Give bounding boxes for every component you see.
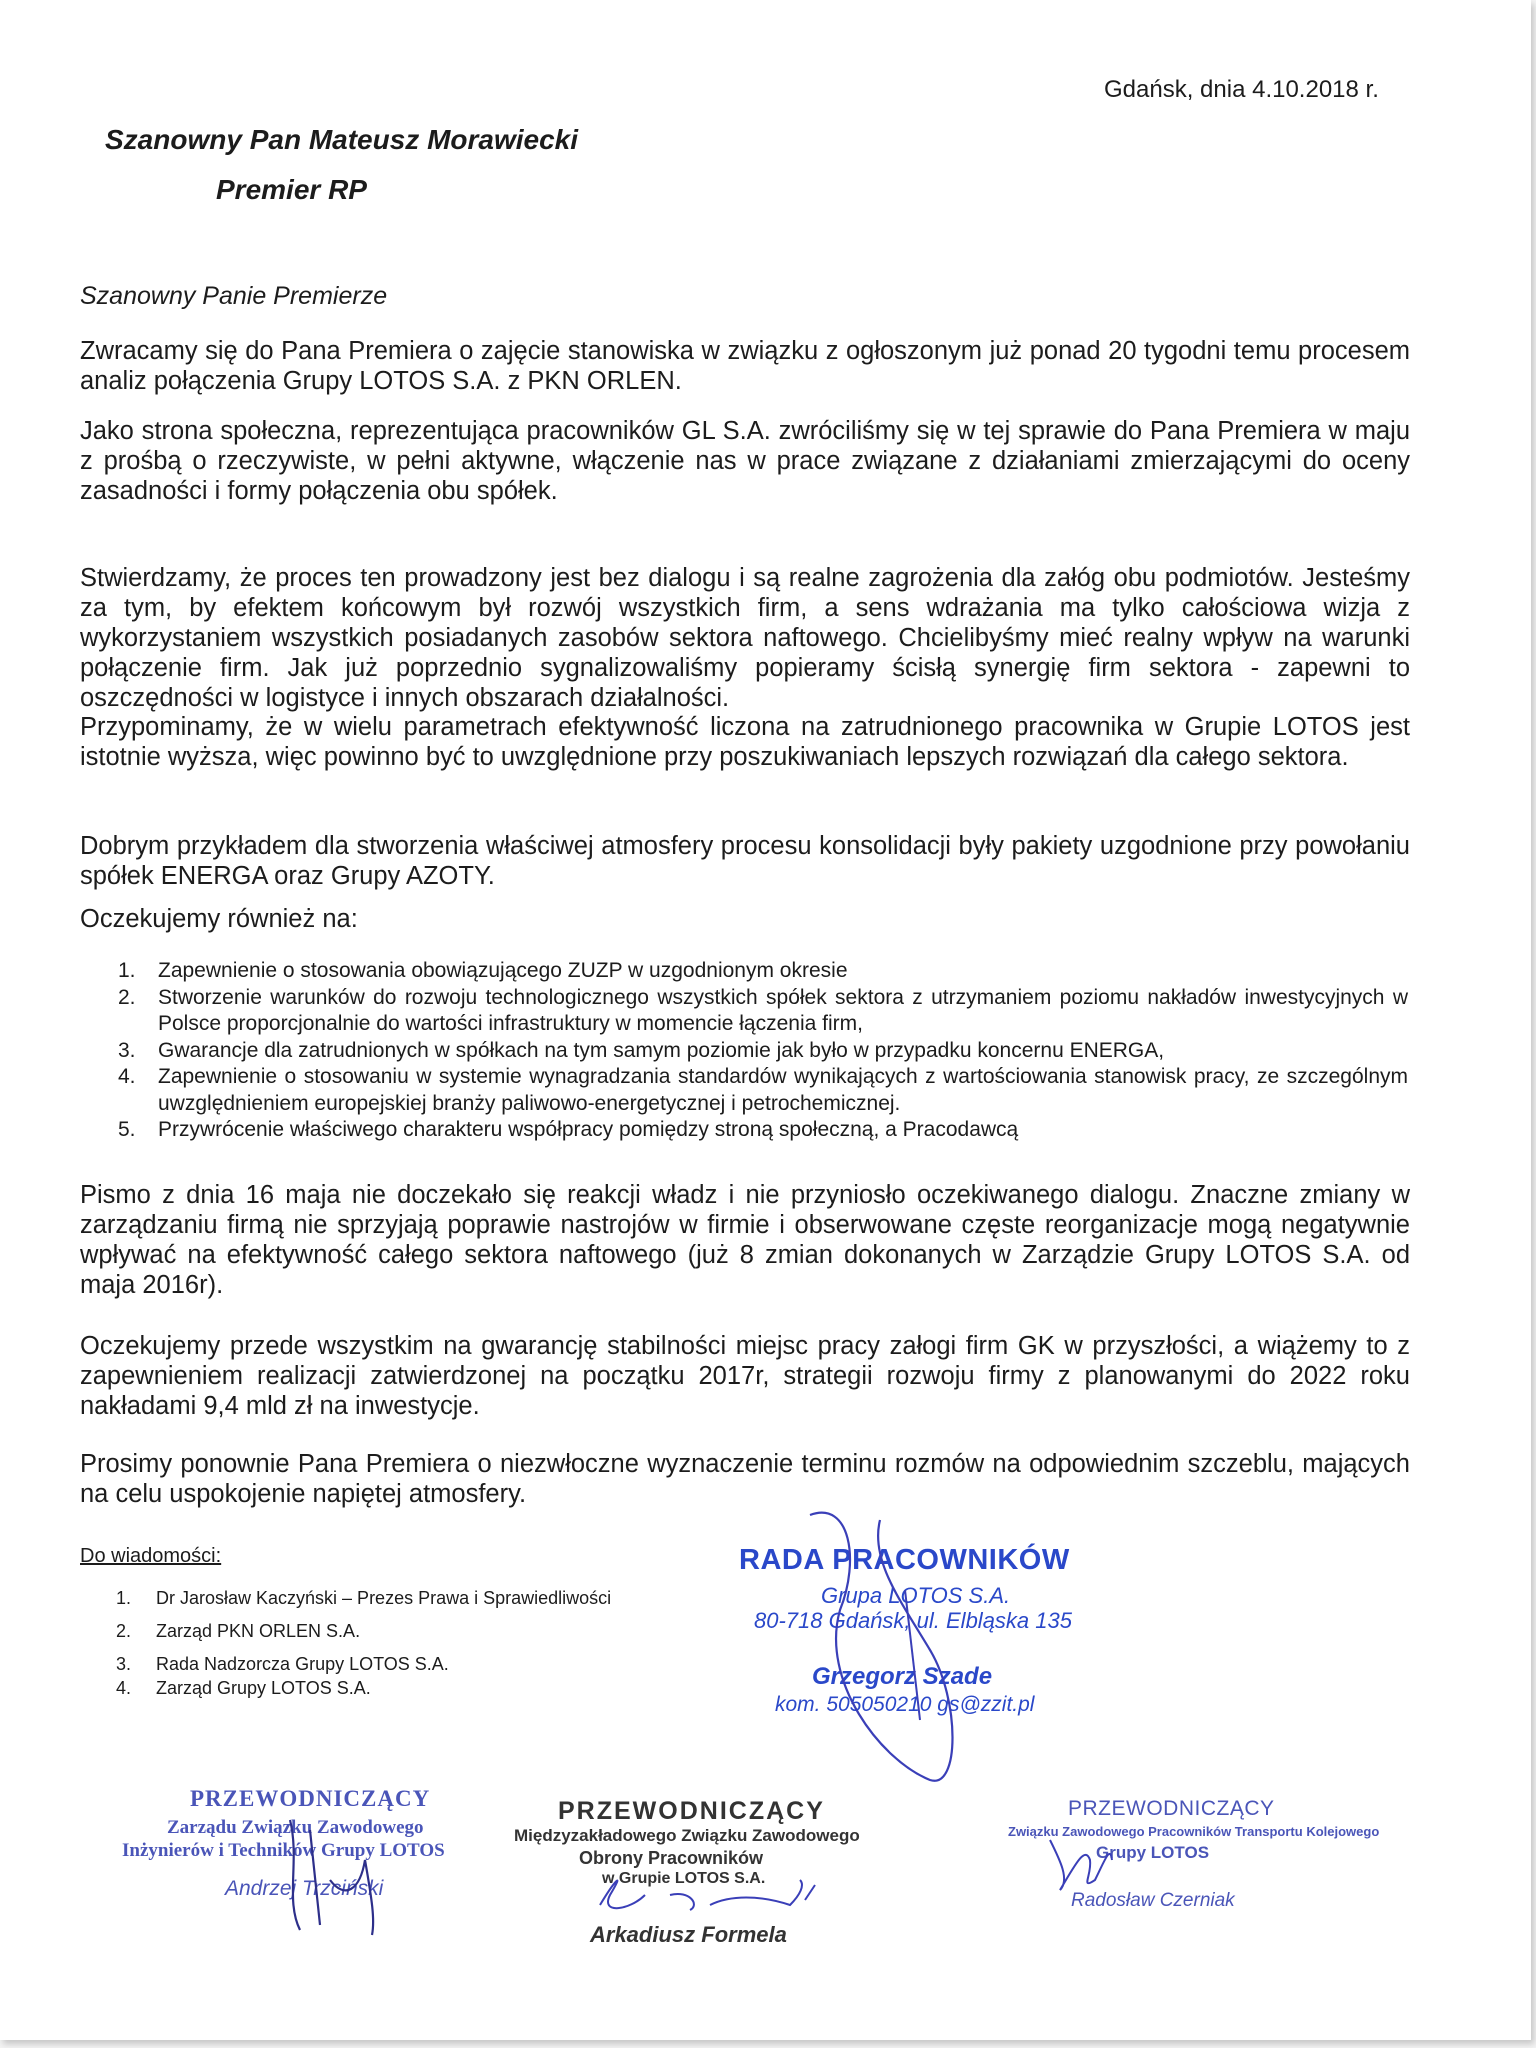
cc-number: 4. — [116, 1678, 132, 1698]
closing-paragraph-2: Oczekujemy przede wszystkim na gwarancję stabilności miejsc pracy załogi firm GK w przyszłości, a wiążemy to z zapewnieniem realizacji zatwierdzonej na początku 2017r, strategii rozwoju firmy z planowanymi do 2022 roku nakładami 9,4 mld zł na inwestycje. — [80, 1332, 1410, 1420]
demand-item — [118, 985, 1408, 1038]
addressee-name: Szanowny Pan Mateusz Morawiecki — [105, 124, 579, 155]
cc-text: Zarząd PKN ORLEN S.A. — [156, 1621, 361, 1641]
cc-text: Rada Nadzorcza Grupy LOTOS S.A. — [156, 1654, 449, 1674]
demand-item — [118, 1117, 1408, 1144]
defence-stamp-line2: Obrony Pracowników — [579, 1848, 764, 1868]
defence-stamp-title: PRZEWODNICZĄCY — [558, 1797, 825, 1825]
demand-text: Przywrócenie właściwego charakteru współpracy pomiędzy stroną społeczną, a Pracodawcą — [158, 1118, 1019, 1141]
demand-text: Zapewnienie o stosowania obowiązującego ZUZP w uzgodnionym okresie — [158, 959, 848, 982]
paragraph-5: Dobrym przykładem dla stworzenia właściwej atmosfery procesu konsolidacji były pakiety uzgodnione przy powołaniu spółek ENERGA oraz Grupy AZOTY. — [80, 832, 1410, 890]
rada-stamp-name: Grzegorz Szade — [812, 1663, 993, 1690]
demand-text: Zapewnienie o stosowaniu w systemie wynagradzania standardów wynikających z wartościowania stanowisk pracy, ze szczególnym uwzględnieniem europejskiej branży paliwowo-energetycznej i petrochemicznej. — [158, 1065, 1408, 1115]
salutation: Szanowny Panie Premierze — [80, 282, 388, 310]
cc-item — [116, 1654, 611, 1678]
demand-number: 5. — [118, 1118, 136, 1141]
cc-number: 3. — [116, 1654, 132, 1674]
rail-stamp-name: Radosław Czerniak — [1071, 1890, 1235, 1911]
cc-item — [116, 1588, 611, 1621]
demand-text: Gwarancje dla zatrudnionych w spółkach na tym samym poziomie jak było w przypadku koncernu ENERGA, — [158, 1038, 1165, 1062]
rada-stamp-contact: kom. 505050210 gs@zzit.pl — [775, 1693, 1035, 1716]
demand-number: 1. — [118, 959, 136, 982]
rada-stamp-address: 80-718 Gdańsk, ul. Elbląska 135 — [754, 1608, 1072, 1633]
rada-stamp-company: Grupa LOTOS S.A. — [821, 1583, 1011, 1608]
demands-list — [118, 958, 1408, 1144]
engineers-stamp-title: PRZEWODNICZĄCY — [190, 1786, 431, 1811]
cc-heading: Do wiadomości: — [80, 1545, 222, 1567]
cc-item — [116, 1678, 611, 1711]
addressee-title: Premier RP — [216, 174, 367, 205]
demands-intro: Oczekujemy również na: — [80, 905, 358, 933]
closing-paragraph-3: Prosimy ponownie Pana Premiera o niezwłoczne wyznaczenie terminu rozmów na odpowiednim szczeblu, mających na celu uspokojenie napiętej atmosfery. — [80, 1450, 1410, 1508]
engineers-stamp-line1: Zarządu Związku Zawodowego — [167, 1817, 424, 1838]
paragraph-2: Jako strona społeczna, reprezentująca pracowników GL S.A. zwróciliśmy się w tej sprawie do Pana Premiera w maju z prośbą o rzeczywiste, w pełni aktywne, włączenie nas w prace związane z działaniami zmierzającymi do oceny zasadności i formy połączenia obu spółek. — [80, 417, 1410, 505]
cc-text: Zarząd Grupy LOTOS S.A. — [156, 1678, 371, 1698]
engineers-stamp-name: Andrzej Trzciński — [225, 1877, 384, 1900]
cc-list — [116, 1588, 611, 1711]
letter-date: Gdańsk, dnia 4.10.2018 r. — [1104, 76, 1379, 103]
cc-item — [116, 1621, 611, 1654]
closing-paragraph-1: Pismo z dnia 16 maja nie doczekało się reakcji władz i nie przyniosło oczekiwanego dialogu. Znaczne zmiany w zarządzaniu firmą nie sprzyjają poprawie nastrojów w firmie i obserwowane częste reorganizacje mogą negatywnie wpływać na efektywność całego sektora naftowego (już 8 zmian dokonanych w Zarządzie Grupy LOTOS S.A. od maja 2016r). — [80, 1181, 1410, 1299]
demand-number: 3. — [118, 1038, 136, 1062]
demand-item — [118, 1064, 1408, 1117]
cc-number: 2. — [116, 1621, 132, 1641]
rail-stamp-title: PRZEWODNICZĄCY — [1068, 1797, 1275, 1820]
defence-stamp-line3: w Grupie LOTOS S.A. — [602, 1870, 766, 1887]
cc-text: Dr Jarosław Kaczyński – Prezes Prawa i Sprawiedliwości — [156, 1588, 612, 1608]
rail-stamp-line1: Związku Zawodowego Pracowników Transportu Kolejowego — [1008, 1824, 1380, 1839]
rada-stamp-title: RADA PRACOWNIKÓW — [739, 1544, 1070, 1576]
cc-number: 1. — [116, 1588, 132, 1608]
defence-stamp-line1: Międzyzakładowego Związku Zawodowego — [514, 1826, 860, 1845]
rail-stamp-line2: Grupy LOTOS — [1096, 1843, 1210, 1862]
demand-item — [118, 1038, 1408, 1065]
engineers-stamp-line2: Inżynierów i Techników Grupy LOTOS — [122, 1840, 445, 1861]
defence-stamp-name: Arkadiusz Formela — [590, 1922, 787, 1947]
paragraph-4: Przypominamy, że w wielu parametrach efektywność liczona na zatrudnionego pracownika w Grupie LOTOS jest istotnie wyższa, więc powinno być to uwzględnione przy poszukiwaniach lepszych rozwiązań dla całego sektora. — [80, 713, 1410, 771]
demand-number: 2. — [118, 985, 136, 1009]
demand-number: 4. — [118, 1065, 136, 1088]
paragraph-1: Zwracamy się do Pana Premiera o zajęcie stanowiska w związku z ogłoszonym już ponad 20 tygodni temu procesem analiz połączenia Grupy LOTOS S.A. z PKN ORLEN. — [80, 337, 1410, 395]
paragraph-3: Stwierdzamy, że proces ten prowadzony jest bez dialogu i są realne zagrożenia dla załóg obu podmiotów. Jesteśmy za tym, by efektem końcowym był rozwój wszystkich firm, a sens wdrażania ma tylko całościowa wizja z wykorzystaniem wszystkich posiadanych zasobów sektora naftowego. Chcielibyśmy mieć realny wpływ na warunki połączenie firm. Jak już poprzednio sygnalizowaliśmy popieramy ścisłą synergię firm sektora - zapewni to oszczędności w logistyce i innych obszarach działalności. — [80, 564, 1410, 712]
demand-text: Stworzenie warunków do rozwoju technologicznego wszystkich spółek sektora z utrzymaniem poziomu nakładów inwestycyjnych w Polsce proporcjonalnie do wartości infrastruktury w momencie łączenia firm, — [158, 985, 1408, 1035]
demand-item — [118, 958, 1408, 985]
